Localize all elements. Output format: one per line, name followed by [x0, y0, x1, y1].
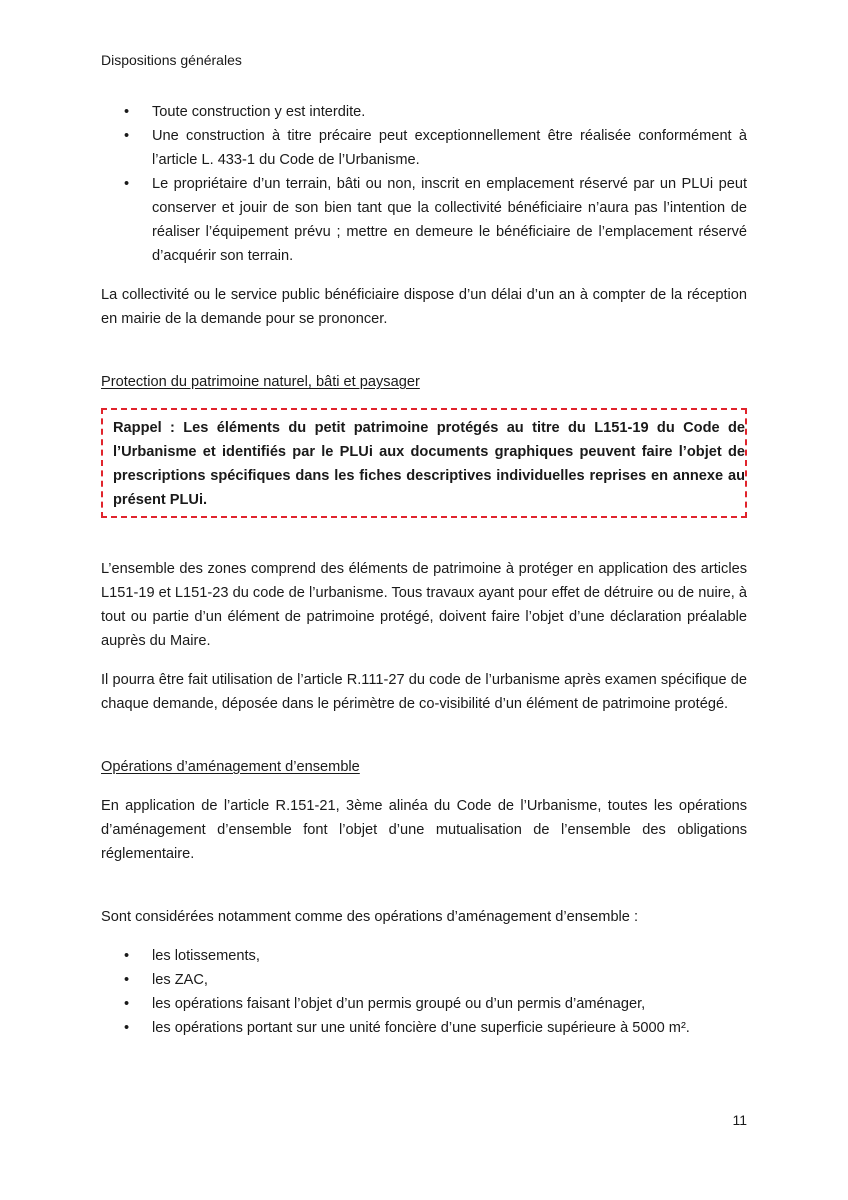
document-body: [101, 100, 747, 1040]
list-item-text: les ZAC,: [152, 972, 208, 988]
list-item: [101, 1016, 747, 1040]
bullet-icon: •: [124, 948, 130, 964]
page-header: Dispositions générales: [101, 52, 242, 68]
page-number: 11: [732, 1112, 747, 1128]
list-item: [101, 124, 747, 172]
bullet-icon: •: [124, 1020, 130, 1036]
reserved-site-rules-list: [101, 100, 747, 268]
list-item-text: Une construction à titre précaire peut exceptionnellement être réalisée conformément à l’article L. 433-1 du Code de l’Urbanisme.: [152, 128, 747, 168]
list-item: [101, 100, 747, 124]
operations-list: [101, 944, 747, 1040]
reminder-note-box: [101, 408, 747, 518]
operations-intro: Sont considérées notamment comme des opérations d’aménagement d’ensemble :: [101, 909, 639, 925]
bullet-icon: •: [124, 128, 130, 144]
heritage-paragraph: L’ensemble des zones comprend des éléments de patrimoine à protéger en application des articles L151-19 et L151-23 du code de l’urbanisme. Tous travaux ayant pour effet de détruire ou de nuire, à tout ou partie d’un élément de patrimoine protégé, doivent faire l’objet d’une déclaration préalable auprès du Maire.: [101, 561, 747, 649]
bullet-icon: •: [124, 996, 130, 1012]
bullet-icon: •: [124, 104, 130, 120]
delay-paragraph: La collectivité ou le service public bénéficiaire dispose d’un délai d’un an à compter de la réception en mairie de la demande pour se prononcer.: [101, 287, 747, 327]
list-item-text: les opérations faisant l’objet d’un permis groupé ou d’un permis d’aménager,: [152, 996, 646, 1012]
list-item: [101, 172, 747, 268]
list-item-text: les opérations portant sur une unité foncière d’une superficie supérieure à 5000 m².: [152, 1020, 690, 1036]
mutualisation-paragraph: En application de l’article R.151-21, 3ème alinéa du Code de l’Urbanisme, toutes les opérations d’aménagement d’ensemble font l’objet d’une mutualisation de l’ensemble des obligations réglementaire.: [101, 798, 747, 862]
bullet-icon: •: [124, 176, 130, 192]
section-heading-protection: Protection du patrimoine naturel, bâti et paysager: [101, 374, 420, 390]
bullet-icon: •: [124, 972, 130, 988]
list-item-text: les lotissements,: [152, 948, 260, 964]
r111-27-paragraph: Il pourra être fait utilisation de l’article R.111-27 du code de l’urbanisme après examen spécifique de chaque demande, déposée dans le périmètre de co-visibilité d’un élément de patrimoine protégé.: [101, 672, 747, 712]
list-item-text: Le propriétaire d’un terrain, bâti ou non, inscrit en emplacement réservé par un PLUi peut conserver et jouir de son bien tant que la collectivité bénéficiaire n’aura pas l’intention de réaliser l’équipement prévu ; mettre en demeure le bénéficiaire de l’emplacement réservé d’acquérir son terrain.: [152, 176, 747, 264]
list-item: [101, 944, 747, 968]
list-item-text: Toute construction y est interdite.: [152, 104, 366, 120]
section-heading-operations: Opérations d’aménagement d’ensemble: [101, 759, 360, 775]
list-item: [101, 992, 747, 1016]
list-item: [101, 968, 747, 992]
reminder-note-text: Rappel : Les éléments du petit patrimoine protégés au titre du L151-19 du Code de l’Urbanisme et identifiés par le PLUi aux documents graphiques peuvent faire l’objet de prescriptions spécifiques dans les fiches descriptives individuelles reprises en annexe au présent PLUi.: [113, 420, 745, 508]
